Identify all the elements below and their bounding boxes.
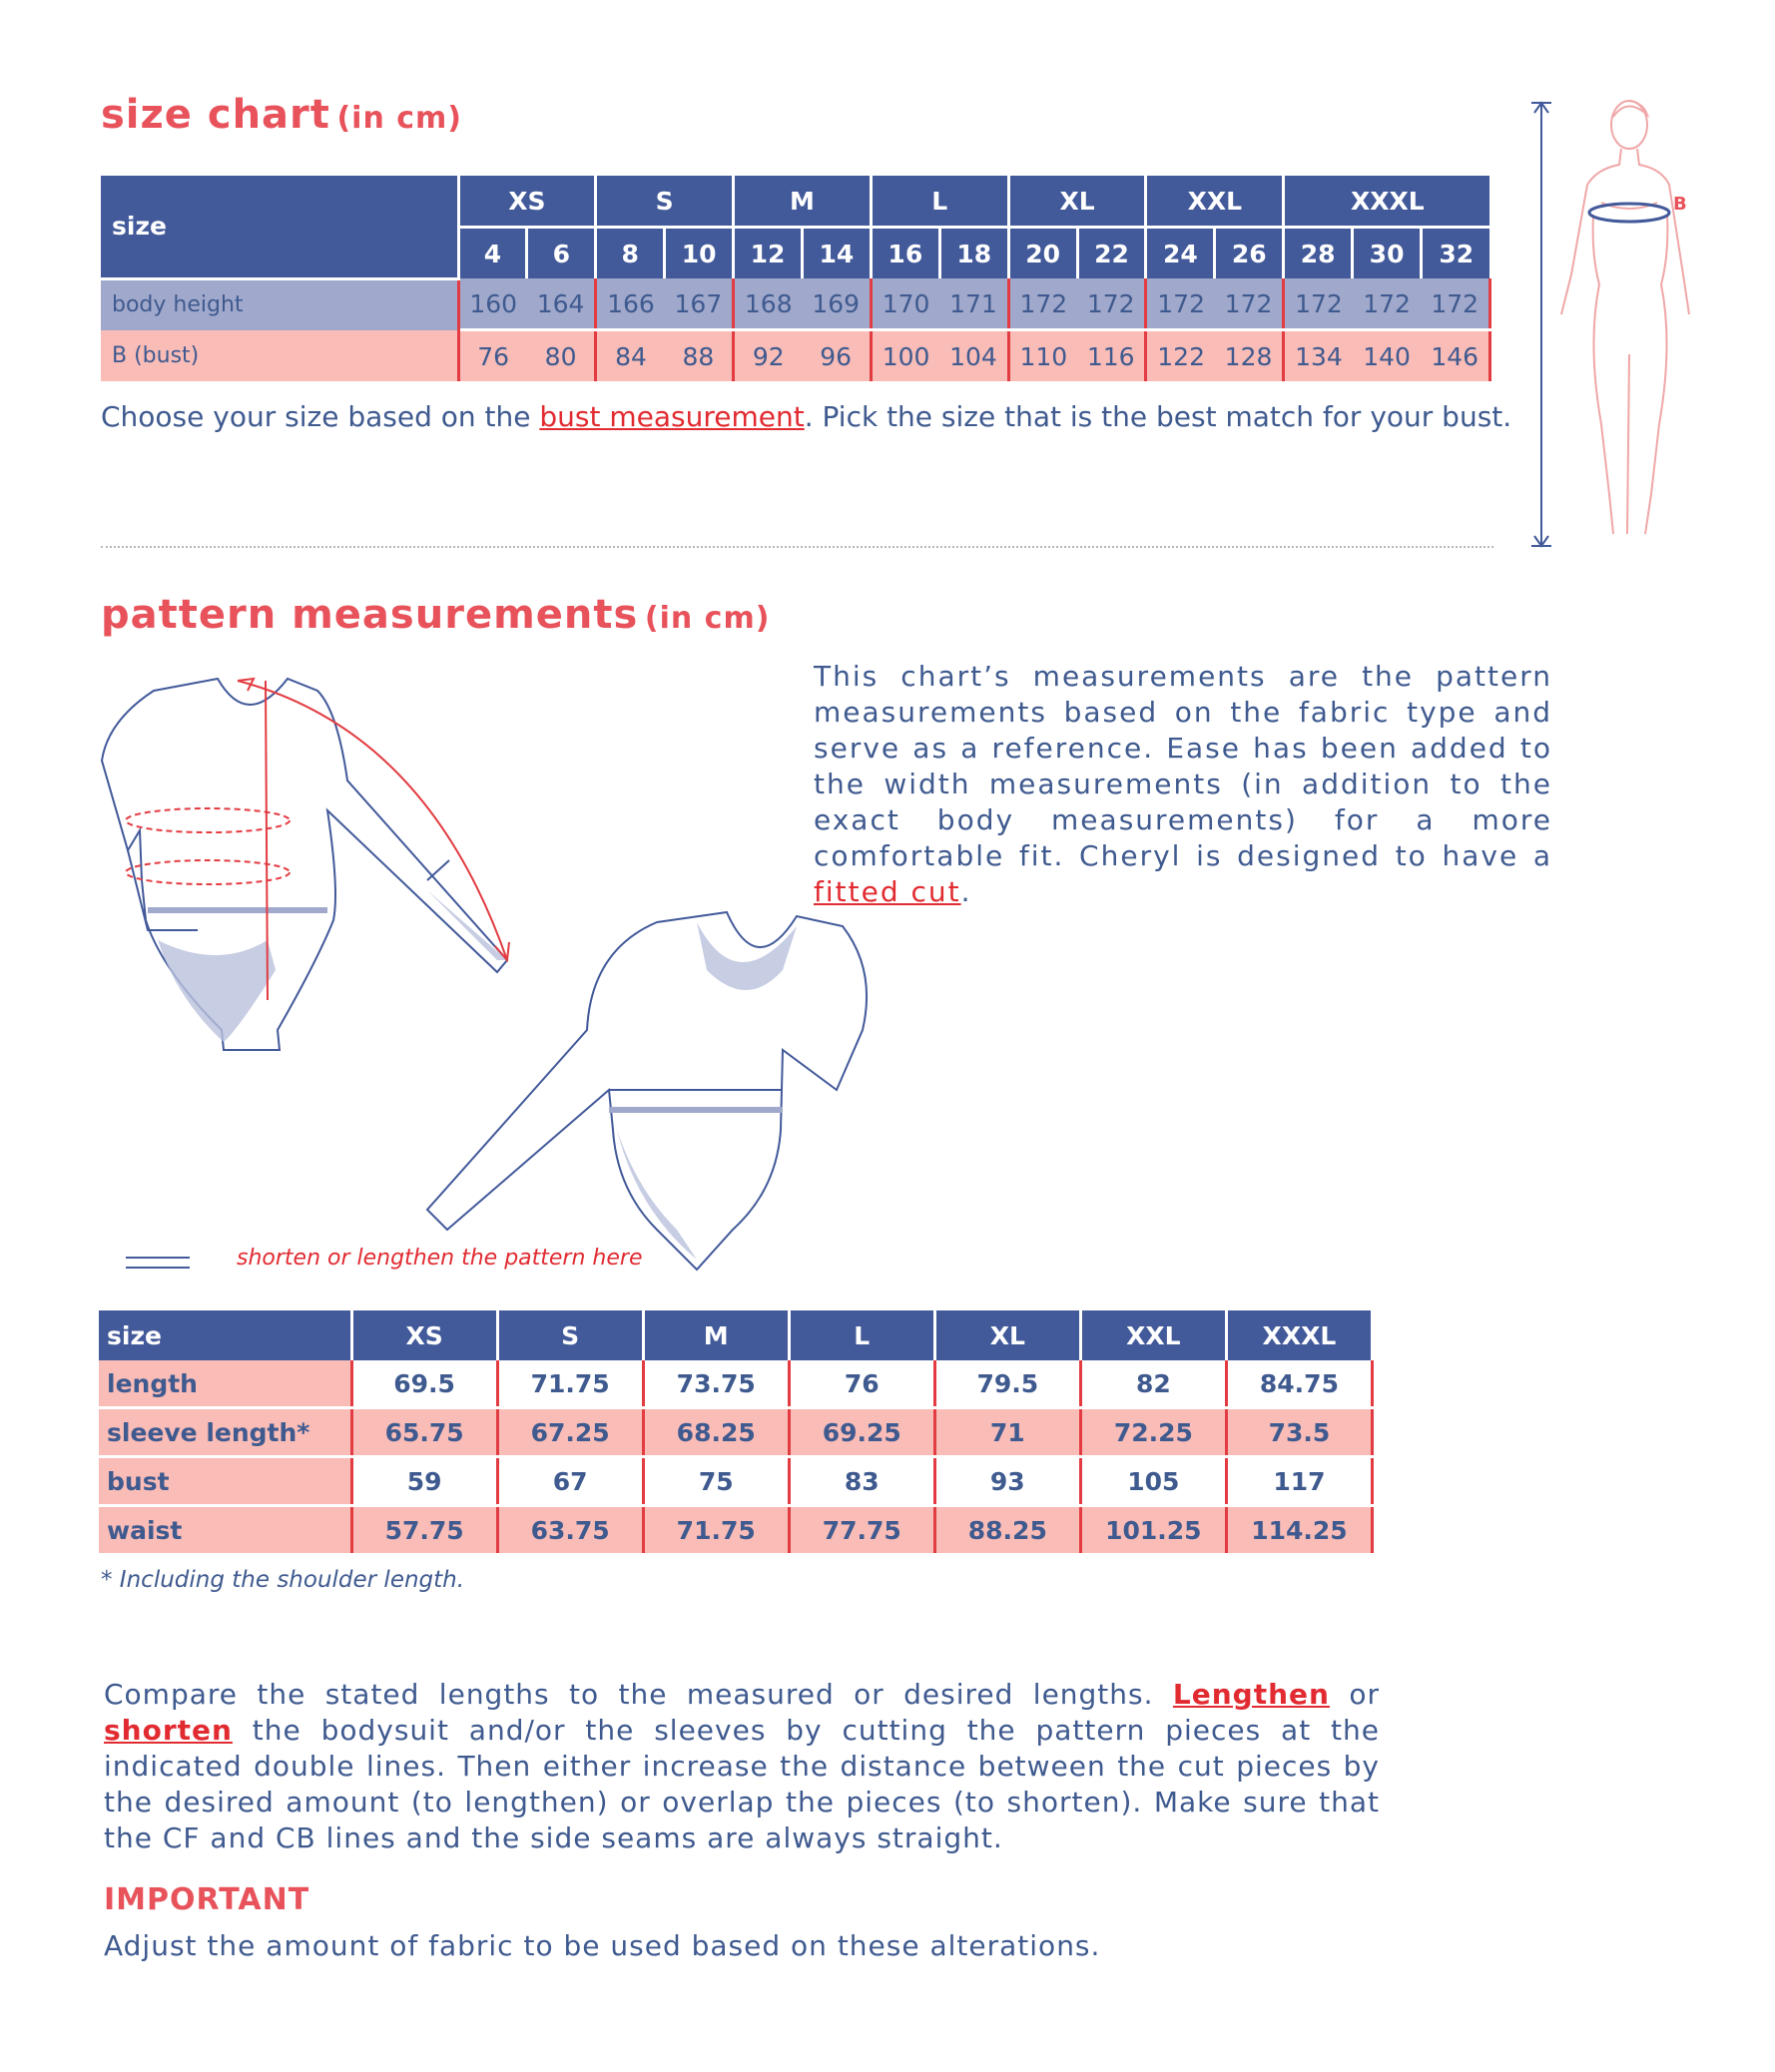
body-height-cell: 168 — [734, 278, 803, 330]
body-height-cell: 172 — [1146, 278, 1215, 330]
size-number-cell: 26 — [1215, 228, 1284, 279]
size-group-xl: XL — [1008, 176, 1146, 228]
body-height-cell: 172 — [1215, 278, 1284, 330]
pattern-value-cell: 68.25 — [643, 1408, 789, 1457]
bust-cell: 100 — [871, 330, 939, 382]
bust-cell: 80 — [527, 330, 596, 382]
shorten-legend-text: shorten or lengthen the pattern here — [237, 1246, 643, 1271]
pattern-size-column-header: M — [643, 1310, 789, 1360]
shorten-link[interactable]: shorten — [104, 1714, 233, 1747]
size-number-cell: 12 — [734, 228, 803, 279]
pattern-description — [814, 659, 1552, 910]
fitted-cut-link[interactable]: fitted cut — [814, 875, 961, 908]
size-chart-unit: (in cm) — [336, 101, 463, 136]
body-height-row — [101, 278, 1489, 330]
pattern-value-cell: 59 — [351, 1457, 497, 1506]
pattern-value-cell: 84.75 — [1226, 1360, 1372, 1408]
size-group-m: M — [734, 176, 872, 228]
bust-cell: 116 — [1077, 330, 1146, 382]
pattern-value-cell: 63.75 — [497, 1506, 643, 1555]
pattern-size-column-header: XXXL — [1226, 1310, 1372, 1360]
size-note-text: Choose your size based on the — [101, 400, 540, 433]
pattern-value-cell: 71.75 — [497, 1360, 643, 1408]
bust-cell: 76 — [458, 330, 527, 382]
pattern-table-row — [99, 1506, 1373, 1555]
footnote: * Including the shoulder length. — [101, 1567, 465, 1593]
bust-cell: 146 — [1422, 330, 1490, 382]
pattern-row-label: waist — [99, 1506, 351, 1555]
size-number-cell: 8 — [596, 228, 665, 279]
figure-bust-label: B — [1673, 194, 1687, 215]
bust-cell: 84 — [596, 330, 665, 382]
pattern-desc-text: This chart’s measurements are the pattern measurements based on the fabric type and serve as a reference. Ease has been added to the width measurements (in addition to the exact body measurements) for a more comfortable fit. Cheryl is designed to have a — [814, 660, 1552, 872]
lengthen-link[interactable]: Lengthen — [1172, 1678, 1330, 1711]
body-height-cell: 172 — [1077, 278, 1146, 330]
body-height-cell: 160 — [458, 278, 527, 330]
pattern-value-cell: 105 — [1080, 1457, 1226, 1506]
size-group-xs: XS — [458, 176, 596, 228]
pattern-value-cell: 67 — [497, 1457, 643, 1506]
important-text: Adjust the amount of fabric to be used based on these alterations. — [104, 1929, 1101, 1962]
bust-cell: 140 — [1353, 330, 1422, 382]
size-number-cell: 28 — [1284, 228, 1353, 279]
pattern-desc-end: . — [960, 875, 972, 908]
bust-cell: 92 — [734, 330, 803, 382]
size-chart-title — [101, 92, 462, 138]
body-height-cell: 170 — [871, 278, 939, 330]
pattern-value-cell: 72.25 — [1080, 1408, 1226, 1457]
alteration-paragraph — [104, 1677, 1380, 1856]
size-number-cell: 10 — [665, 228, 734, 279]
pattern-value-cell: 82 — [1080, 1360, 1226, 1408]
body-height-cell: 169 — [802, 278, 871, 330]
pattern-value-cell: 73.5 — [1226, 1408, 1372, 1457]
alter-text-3: the bodysuit and/or the sleeves by cutting the pattern pieces at the indicated double lines. Then either increase the distance between the cut pieces by the desired amount (to lengthen) or overlap the pieces (to shorten). Make sure that the CF and CB lines and the side seams are always straight. — [104, 1714, 1380, 1854]
size-chart-note — [101, 399, 1518, 435]
body-height-label: body height — [101, 278, 458, 330]
pattern-unit: (in cm) — [644, 601, 771, 636]
pattern-value-cell: 69.5 — [351, 1360, 497, 1408]
size-chart-heading: size chart — [101, 92, 330, 138]
alter-text-1: Compare the stated lengths to the measured or desired lengths. — [104, 1678, 1173, 1711]
pattern-size-column-header: L — [789, 1310, 934, 1360]
height-arrow — [1531, 103, 1551, 546]
pattern-value-cell: 67.25 — [497, 1408, 643, 1457]
body-height-cell: 164 — [527, 278, 596, 330]
size-group-xxxl: XXXL — [1284, 176, 1490, 228]
body-height-cell: 172 — [1422, 278, 1490, 330]
pattern-row-label: length — [99, 1360, 351, 1408]
size-number-cell: 24 — [1146, 228, 1215, 279]
pattern-value-cell: 114.25 — [1226, 1506, 1372, 1555]
body-height-cell: 167 — [665, 278, 734, 330]
size-group-xxl: XXL — [1146, 176, 1284, 228]
bust-row — [101, 330, 1489, 382]
bust-cell: 88 — [665, 330, 734, 382]
body-height-cell: 172 — [1284, 278, 1353, 330]
pattern-size-column-header: S — [497, 1310, 643, 1360]
size-chart-table — [101, 176, 1491, 381]
bust-measurement-link[interactable]: bust measurement — [539, 400, 805, 433]
pattern-title — [101, 592, 770, 638]
front-bodysuit — [102, 679, 507, 1050]
pattern-value-cell: 75 — [643, 1457, 789, 1506]
size-number-cell: 20 — [1008, 228, 1077, 279]
bust-cell: 110 — [1008, 330, 1077, 382]
body-height-cell: 172 — [1353, 278, 1422, 330]
pattern-heading: pattern measurements — [101, 592, 639, 638]
pattern-value-cell: 117 — [1226, 1457, 1372, 1506]
pattern-value-cell: 83 — [789, 1457, 934, 1506]
pattern-row-label: bust — [99, 1457, 351, 1506]
size-number-cell: 30 — [1353, 228, 1422, 279]
body-height-cell: 172 — [1008, 278, 1077, 330]
pattern-value-cell: 79.5 — [934, 1360, 1080, 1408]
pattern-measurements-table — [99, 1310, 1374, 1556]
pattern-value-cell: 101.25 — [1080, 1506, 1226, 1555]
bust-cell: 104 — [939, 330, 1008, 382]
woman-figure — [1561, 101, 1689, 534]
bust-label: B (bust) — [101, 330, 458, 382]
size-header: size — [101, 176, 458, 278]
pattern-value-cell: 69.25 — [789, 1408, 934, 1457]
pattern-value-cell: 93 — [934, 1457, 1080, 1506]
body-figure-illustration — [1517, 95, 1697, 554]
body-height-cell: 171 — [939, 278, 1008, 330]
size-number-cell: 6 — [527, 228, 596, 279]
size-number-cell: 18 — [939, 228, 1008, 279]
double-line-legend-icon — [126, 1258, 190, 1268]
bodysuit-illustration — [98, 671, 887, 1290]
pattern-table-row — [99, 1457, 1373, 1506]
pattern-value-cell: 76 — [789, 1360, 934, 1408]
bust-cell: 134 — [1284, 330, 1353, 382]
pattern-size-column-header: XXL — [1080, 1310, 1226, 1360]
bust-cell: 128 — [1215, 330, 1284, 382]
size-note-text-end: . Pick the size that is the best match for your bust. — [804, 400, 1512, 433]
size-number-cell: 32 — [1422, 228, 1490, 279]
important-heading: IMPORTANT — [104, 1882, 310, 1917]
pattern-value-cell: 65.75 — [351, 1408, 497, 1457]
pattern-size-column-header: XS — [351, 1310, 497, 1360]
pattern-size-header: size — [99, 1310, 351, 1360]
pattern-value-cell: 73.75 — [643, 1360, 789, 1408]
size-number-cell: 22 — [1077, 228, 1146, 279]
pattern-table-row — [99, 1408, 1373, 1457]
pattern-value-cell: 71.75 — [643, 1506, 789, 1555]
bust-cell: 122 — [1146, 330, 1215, 382]
section-divider — [101, 546, 1493, 548]
pattern-value-cell: 88.25 — [934, 1506, 1080, 1555]
pattern-size-column-header: XL — [934, 1310, 1080, 1360]
size-group-l: L — [871, 176, 1008, 228]
bust-line-marker — [1589, 204, 1669, 222]
pattern-value-cell: 71 — [934, 1408, 1080, 1457]
bust-cell: 96 — [802, 330, 871, 382]
size-group-s: S — [596, 176, 734, 228]
size-number-cell: 16 — [871, 228, 939, 279]
pattern-table-header — [99, 1310, 1373, 1360]
body-height-cell: 166 — [596, 278, 665, 330]
pattern-value-cell: 57.75 — [351, 1506, 497, 1555]
pattern-row-label: sleeve length* — [99, 1408, 351, 1457]
pattern-value-cell: 77.75 — [789, 1506, 934, 1555]
size-number-cell: 14 — [802, 228, 871, 279]
pattern-table-row — [99, 1360, 1373, 1408]
size-number-cell: 4 — [458, 228, 527, 279]
alter-text-2: or — [1329, 1678, 1380, 1711]
